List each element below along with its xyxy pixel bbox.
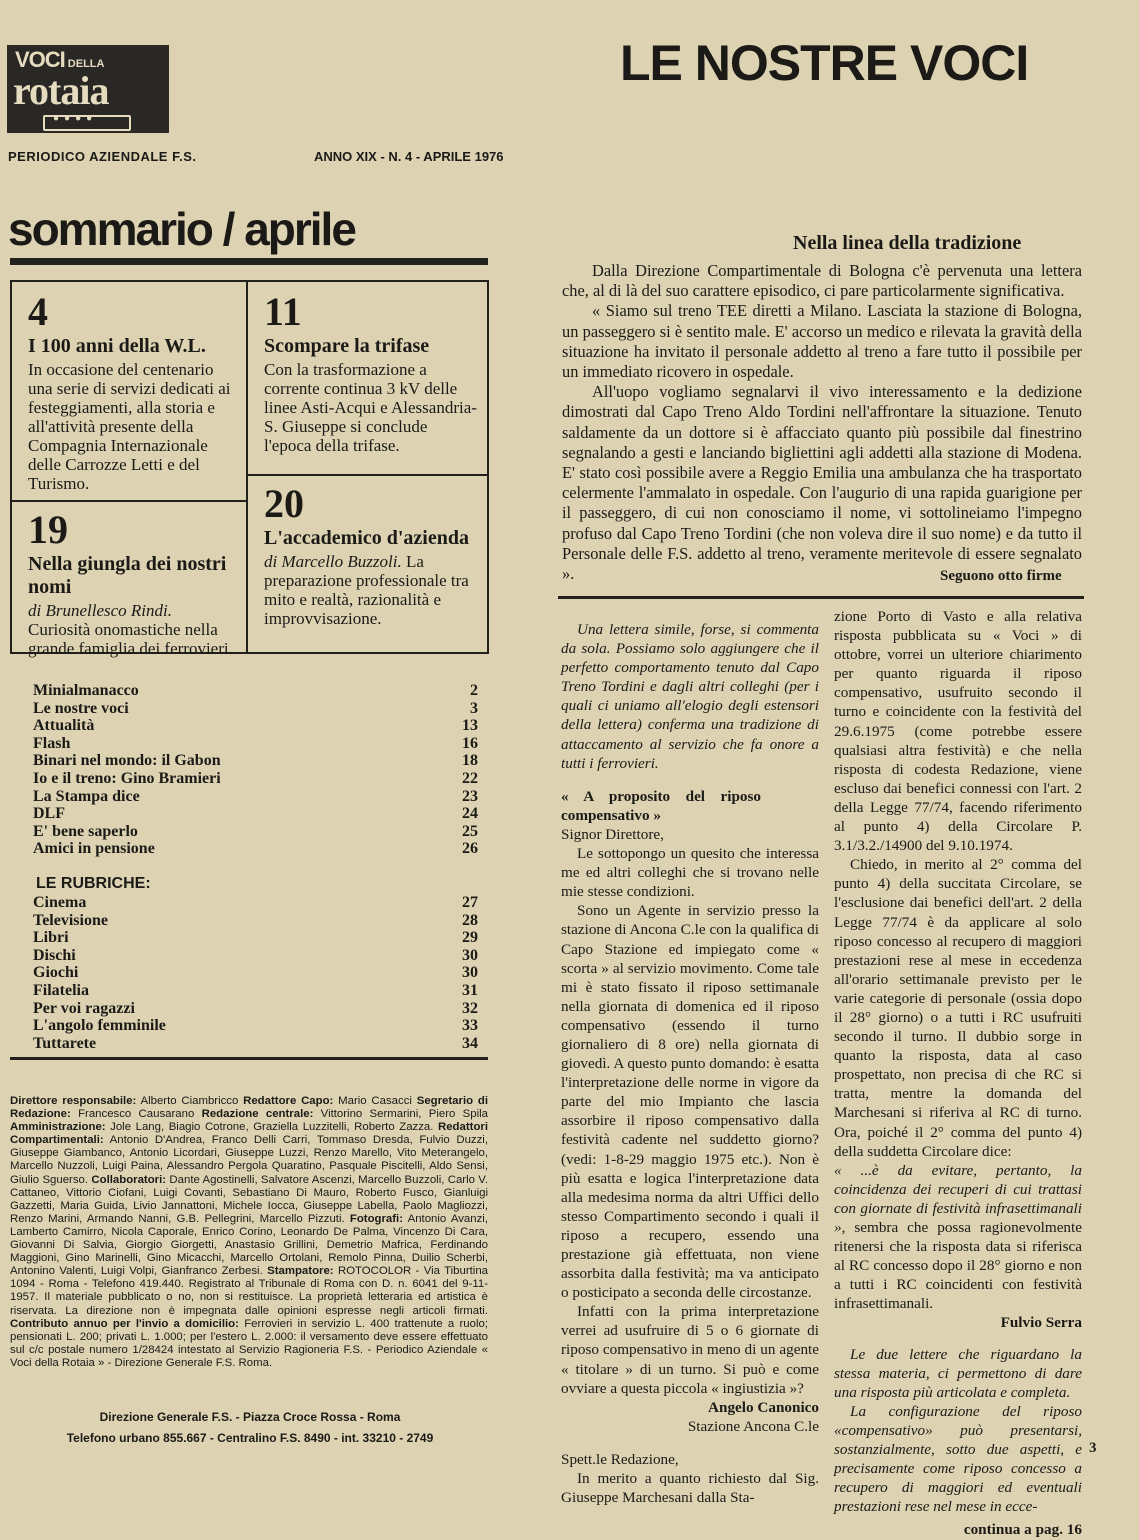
feature-title: I 100 anni della W.L. [28,335,206,357]
letter-paragraph: Chiedo, in merito al 2° comma del punto 4) della succitata Circolare, se l'esclusione dai benefici dell'art. 2 della Legge 77/74 è da applicare al solo riposo concesso al recupero di maggiori prestazioni rese al mese in eccedenza all'orario settimanale previsto per le varie categorie di personale (ossia dopo il 28° giorno) o a tutti i RC usufruiti secondo il turno. Il dubbio sorge in quanto la risposta, data al caso prospettato, non precisa di che RC si tratta, mentre la domanda del Marchesani si riferiva al RC di turno. Ora, poiché il 2° comma del punto 4) della suddetta Circolare dice: [834,856,1082,1160]
list-item[interactable]: DLF 24 [33,805,478,823]
letter-author-station: Stazione Ancona C.le [687,1417,819,1435]
feature-item[interactable] [264,481,478,628]
box-divider [12,500,246,502]
list-item[interactable]: Io e il treno: Gino Bramieri 22 [33,769,478,787]
divider-bar [10,1057,488,1060]
train-wheels-icon [43,115,131,131]
letter-paragraph: Le sottopongo un quesito che interessa me ed altri colleghi che si trovano nelle mie stesse condizioni. [561,845,819,901]
list-item[interactable]: Dischi 30 [33,946,478,964]
publisher-address: Direzione Generale F.S. - Piazza Croce Rossa - Roma Telefono urbano 855.667 - Centralino F.S. 8490 - int. 33210 - 2749 [66,1410,434,1445]
list-item[interactable]: Attualità 13 [33,717,478,735]
voci-della-rotaia-logo [7,45,169,133]
continued-link[interactable]: continua a pag. 16 [963,1521,1082,1539]
editor-comment: Una lettera simile, forse, si commenta da sola. Possiamo solo aggiungere che il perfetto comportamento tenuto dal Capo Treno Tordini e dagli altri colleghi (per i quali ci uniamo all'elogio degli estensori della lettera) conferma una tradizione di attaccamento al servizio che fa onore a tutti i ferrovieri. [561,621,819,772]
feature-item[interactable] [264,289,478,455]
sommario-title: sommario / aprile [8,203,355,255]
letter-paragraph: « ...è da evitare, pertanto, la coincidenza dei recuperi di cui trattasi con giornate di festività infrasettimanali », sembra che possa ragionevolmente ritenersi che la risposta data si riferisca al RC concesso dopo il 28° giorno e non a tutti i RC coincidenti con festività infrasettimanali. [834,1161,1082,1313]
reply-paragraph: Le due lettere che riguardano la stessa materia, ci permettono di dare una risposta più articolata e completa. [834,1345,1082,1401]
article-body: Dalla Direzione Compartimentale di Bologna c'è pervenuta una lettera che, al di là del suo carattere episodico, ci pare particolarmente significativa. « Siamo sul treno TEE diretti a Milano. Lasciata la stazione di Bologna, un passeggero si è sentito male. E' accorso un medico e rilevata la gravità della situazione ha invitato il personale addetto al treno a fare tutto il possibile per un immediato ricovero in ospedale. All'uopo vogliamo segnalarvi il vivo interessamento e la dedizione dimostrati dal Capo Treno Aldo Tordini nell'affrontare la situazione. Tenuto saldamente da un dottore si è affacciato quanto più possibile dal finestrino segnalando a gesti e lanciando bigliettini agli addetti alla stazione di Modena. E' stato così possibile avere a Reggio Emilia una ambulanza che ha trasportato celermente l'ammalato in ospedale. Con l'augurio di una rapida guarigione per il passeggero, di cui non conosciamo il nome, vi sottolineiamo l'impegno profuso dal Capo Treno Tordini (che non voleva dire il suo nome) e da tutto il Personale delle F.S. addetto al treno, veramente meritevole di essere segnalato ». [562,261,1082,584]
feature-text: di Brunellesco Rindi. Curiosità onomastiche nella grande famiglia dei ferrovieri. [28,601,233,658]
section-headline: LE NOSTRE VOCI [620,35,1029,91]
letter-paragraph: Sono un Agente in servizio presso la stazione di Ancona C.le con la qualifica di Capo Stazione ed impiegato come « scorta » al servizio movimento. Come tale mi è stato fissato il riposo settimanale nella giornata di domenica ed il riposo compensativo (essendo il turno giornaliero di 8 ore) nella giornata di giovedì. A questo punto domando: è esatta l'interpretazione delle norme in vigore da parte del mio Impianto che lascia assorbire il riposo compensativo dalla festività cadente nel suddetto giorno? (vedi: 1-8-29 maggio 1975 etc.). Non è più esatta e logica l'interpretazione data alla medesima norma da altri Uffici dello stesso Compartimento secondo i quali il riposo a recupero, essendo una prestazione già effettuata, non viene assorbita dalla festività; ma va anticipato o posticipato a seconda delle circostanze. [561,902,819,1302]
list-item[interactable]: Amici in pensione 26 [33,840,478,858]
letter-salute: Spett.le Redazione, [561,1450,679,1468]
rubriche-list [33,894,478,1052]
list-item[interactable]: Televisione 28 [33,911,478,929]
divider-bar [558,596,1084,599]
list-item[interactable]: Cinema 27 [33,894,478,911]
list-item[interactable]: Le nostre voci 3 [33,699,478,717]
feature-page: 20 [264,481,304,526]
rubriche-heading: LE RUBRICHE: [36,875,151,892]
issue-info: ANNO XIX - N. 4 - APRILE 1976 [314,149,504,164]
feature-page: 4 [28,289,48,334]
list-item[interactable]: Per voi ragazzi 32 [33,999,478,1017]
box-divider [248,474,488,476]
logo-voci: VOCI DELLA [15,47,105,72]
letter-heading: « A proposito del riposo compensativo » [561,787,761,824]
list-item[interactable]: E' bene saperlo 25 [33,822,478,840]
letters-column-right [834,607,1082,1540]
letter-paragraph: Infatti con la prima interpretazione verrei ad usufruire di 5 o 6 giornate di riposo compensativo in meno di un agente « titolare » di un turno. Si può e come ovviare a questa piccola « ingiustizia »? [561,1303,819,1397]
feature-text: In occasione del centenario una serie di servizi dedicati ai festeggiamenti, alla storia e all'attività presente della Compagnia Internazionale delle Carrozze Letti e del Turismo. [28,360,231,493]
feature-text: Con la trasformazione a corrente continua 3 kV delle linee Asti-Acqui e Alessandria-S. Giuseppe si conclude l'epoca della trifase. [264,360,477,455]
list-item[interactable]: Libri 29 [33,929,478,947]
list-item[interactable]: Giochi 30 [33,964,478,982]
list-item[interactable]: Flash 16 [33,734,478,752]
article-signature: Seguono otto firme [940,568,1062,584]
reply-paragraph: La configurazione del riposo «compensativo» può presentarsi, sostanzialmente, sotto due aspetti, e precisamente come riposo concesso a recupero di maggiori ed eventuali prestazioni rese nel mese in ecce- [834,1402,1082,1516]
feature-item[interactable] [28,289,238,493]
list-item[interactable]: La Stampa dice 23 [33,787,478,805]
feature-page: 11 [264,289,302,334]
colophon: Direttore responsabile: Alberto Ciambricco Redattore Capo: Mario Casacci Segretario di Redazione: Francesco Causarano Redazione centrale: Vittorino Sermarini, Piero Spila Amministrazione: Jole Lang, Biagio Cotrone, Graziella Luzzitelli, Roberto Zazza. Redattori Compartimentali: Antonio D'Andrea, Franco Delli Carri, Tommaso Dresda, Fulvio Duzzi, Giuseppe Giambanco, Antonio Licordari, Giuseppe Luzzi, Renzo Marello, Vito Meterangelo, Marcello Nuzzoli, Luigi Paina, Alessandro Pergola Quaratino, Pasquale Piscitelli, Aldo Sensi, Giulio Sguerso. Collaboratori: Dante Agostinelli, Salvatore Ascenzi, Marcello Buzzoli, Carlo V. Cattaneo, Vittorio Ciofani, Luigi Covanti, Sebastiano Di Mauro, Roberto Fusco, Gianluigi Gazzetti, Maria Guida, Livio Jannattoni, Michele Iocca, Giuseppe Labella, Paolo Magliozzi, Renzo Marini, Armando Nanni, G.B. Pellegrini, Marcello Pizzuti. Fotografi: Antonio Avanzi, Lamberto Camirro, Nicola Caporale, Enrico Corino, Leonardo De Palma, Vincenzo Di Cara, Giovanni Di Salvia, Giorgio Giorgetti, Anastasio Grillini, Demetrio Mafrica, Ferdinando Maggioni, Gino Marinelli, Gino Micacchi, Marcello Ortolani, Remolo Pinna, Duilio Scherbi, Antonino Valenti, Luigi Volpi, Gianfranco Zerbesi. Stampatore: ROTOCOLOR - Via Tiburtina 1094 - Roma - Telefono 419.440. Registrato al Tribunale di Roma con D. n. 6041 del 9-11-1957. Il materiale pubblicato o no, non si restituisce. La proprietà letteraria ed artistica è riservata. La direzione non è impegnata dalle opinioni espresse negli articoli firmati. Contributo annuo per l'invio a domicilio: Ferrovieri in servizio L. 400 trattenute a ruolo; pensionati L. 200; privati L. 1.000; per l'estero L. 2.000: il versamento deve essere effettuato sul c/c postale numero 1/28424 intestato al Servizio Ragioneria F.S. - Periodico Aziendale « Voci della Rotaia » - Direzione Generale F.S. Roma. [10,1095,489,1369]
page-number: 3 [1089,1440,1097,1456]
letter-author: Fulvio Serra [1000,1314,1082,1332]
feature-title: L'accademico d'azienda [264,527,469,549]
feature-title: Scompare la trifase [264,335,430,357]
letter-paragraph: In merito a quanto richiesto dal Sig. Giuseppe Marchesani dalla Sta- [561,1470,819,1507]
article-title: Nella linea della tradizione [793,232,1022,254]
feature-item[interactable] [28,507,238,658]
letters-column-left [561,620,819,1507]
letter-author: Angelo Canonico [708,1398,819,1416]
logo-rotaia: rotaia [13,68,109,113]
feature-title: Nella giungla dei nostri nomi [28,553,227,598]
feature-page: 19 [28,507,68,552]
letter-salute: Signor Direttore, [561,825,664,843]
list-item[interactable]: Tuttarete 34 [33,1034,478,1052]
divider-bar [10,258,488,265]
index-list [33,682,478,858]
list-item[interactable]: Minialmanacco 2 [33,682,478,699]
box-divider [246,282,248,654]
feature-text: di Marcello Buzzoli. La preparazione professionale tra mito e realtà, razionalità e improvvisazione. [264,552,469,628]
periodico-label: PERIODICO AZIENDALE F.S. [8,149,197,164]
list-item[interactable]: Filatelia 31 [33,981,478,999]
list-item[interactable]: L'angolo femminile 33 [33,1017,478,1035]
letter-paragraph: zione Porto di Vasto e alla relativa risposta pubblicata su « Voci » di ottobre, vorrei un ulteriore chiarimento per quanto riguarda il riposo compensativo, usufruito secondo il turno e coincidente con la festività del 29.6.1975 (come potrebbe essere qualsiasi altra festività) e che nella risposta di codesta Redazione, viene escluso dai benefici connessi con l'art. 2 della Legge 77/74, facendo riferimento al punto 4) della Circolare P. 3.1/3.2./14900 del 9.10.1974. [834,608,1082,855]
list-item[interactable]: Binari nel mondo: il Gabon 18 [33,752,478,770]
